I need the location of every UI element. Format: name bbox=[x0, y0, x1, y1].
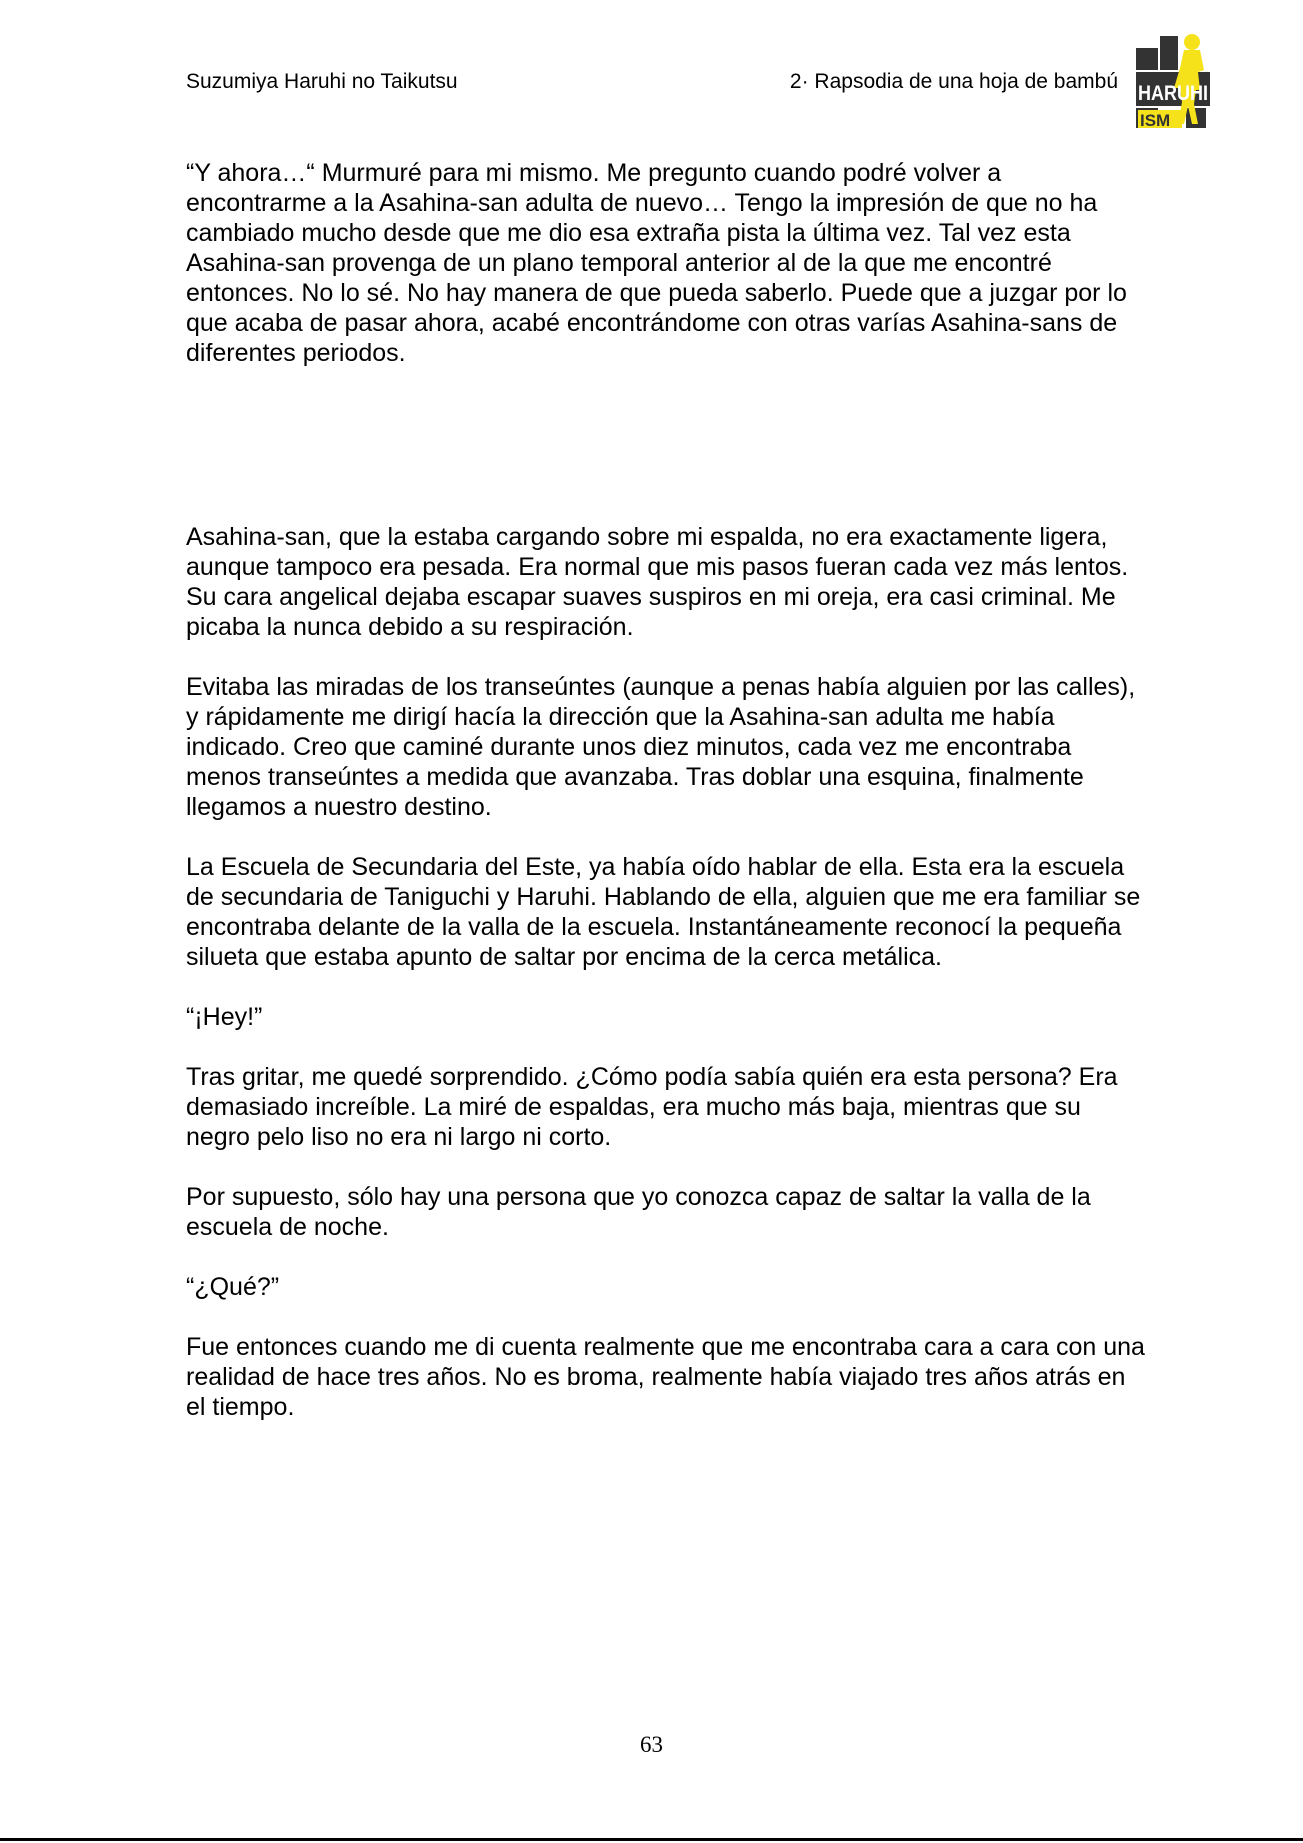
paragraph: Tras gritar, me quedé sorprendido. ¿Cómo podía sabía quién era esta persona? Era demasiado increíble. La miré de espaldas, era mucho más baja, mientras que su negro pelo liso no era ni largo ni corto. bbox=[186, 1063, 1118, 1151]
chapter-body bbox=[186, 158, 1146, 1452]
page-header bbox=[186, 70, 1118, 100]
paragraph: Por supuesto, sólo hay una persona que yo conozca capaz de saltar la valla de la escuela de noche. bbox=[186, 1183, 1091, 1241]
bottom-rule bbox=[0, 1838, 1303, 1841]
paragraph: “Y ahora…“ Murmuré para mi mismo. Me pregunto cuando podré volver a encontrarme a la Asahina-san adulta de nuevo… Tengo la impresión de que no ha cambiado mucho desde que me dio esa extraña pista la última vez. Tal vez esta Asahina-san provenga de un plano temporal anterior al de la que me encontré entonces. No lo sé. No hay manera de que pueda saberlo. Puede que a juzgar por lo que acaba de pasar ahora, acabé encontrándome con otras varías Asahina-sans de diferentes periodos. bbox=[186, 159, 1127, 367]
page-number: 63 bbox=[640, 1732, 663, 1757]
chapter-title: 2· Rapsodia de una hoja de bambú bbox=[789, 70, 1118, 93]
book-title: Suzumiya Haruhi no Taikutsu bbox=[186, 70, 458, 93]
paragraph: Asahina-san, que la estaba cargando sobre mi espalda, no era exactamente ligera, aunque tampoco era pesada. Era normal que mis pasos fueran cada vez más lentos. Su cara angelical dejaba escapar suaves suspiros en mi oreja, era casi criminal. Me picaba la nunca debido a su respiración. bbox=[186, 523, 1129, 641]
paragraph: La Escuela de Secundaria del Este, ya había oído hablar de ella. Esta era la escuela de secundaria de Taniguchi y Haruhi. Hablando de ella, alguien que me era familiar se encontraba delante de la valla de la escuela. Instantáneamente reconocí la pequeña silueta que estaba apunto de saltar por encima de la cerca metálica. bbox=[186, 853, 1141, 971]
haruhi-ism-logo bbox=[1134, 32, 1210, 128]
logo-text-bottom: ISM bbox=[1140, 111, 1171, 130]
paragraph: “¿Qué?” bbox=[186, 1273, 280, 1301]
paragraph: Evitaba las miradas de los transeúntes (aunque a penas había alguien por las calles), y rápidamente me dirigí hacía la dirección que la Asahina-san adulta me había indicado. Creo que caminé durante unos diez minutos, cada vez me encontraba menos transeúntes a medida que avanzaba. Tras doblar una esquina, finalmente llegamos a nuestro destino. bbox=[186, 673, 1136, 821]
paragraph: “¡Hey!” bbox=[186, 1003, 263, 1031]
logo-text-top: HARUHI bbox=[1138, 82, 1208, 105]
paragraph: Fue entonces cuando me di cuenta realmente que me encontraba cara a cara con una realidad de hace tres años. No es broma, realmente había viajado tres años atrás en el tiempo. bbox=[186, 1333, 1145, 1421]
